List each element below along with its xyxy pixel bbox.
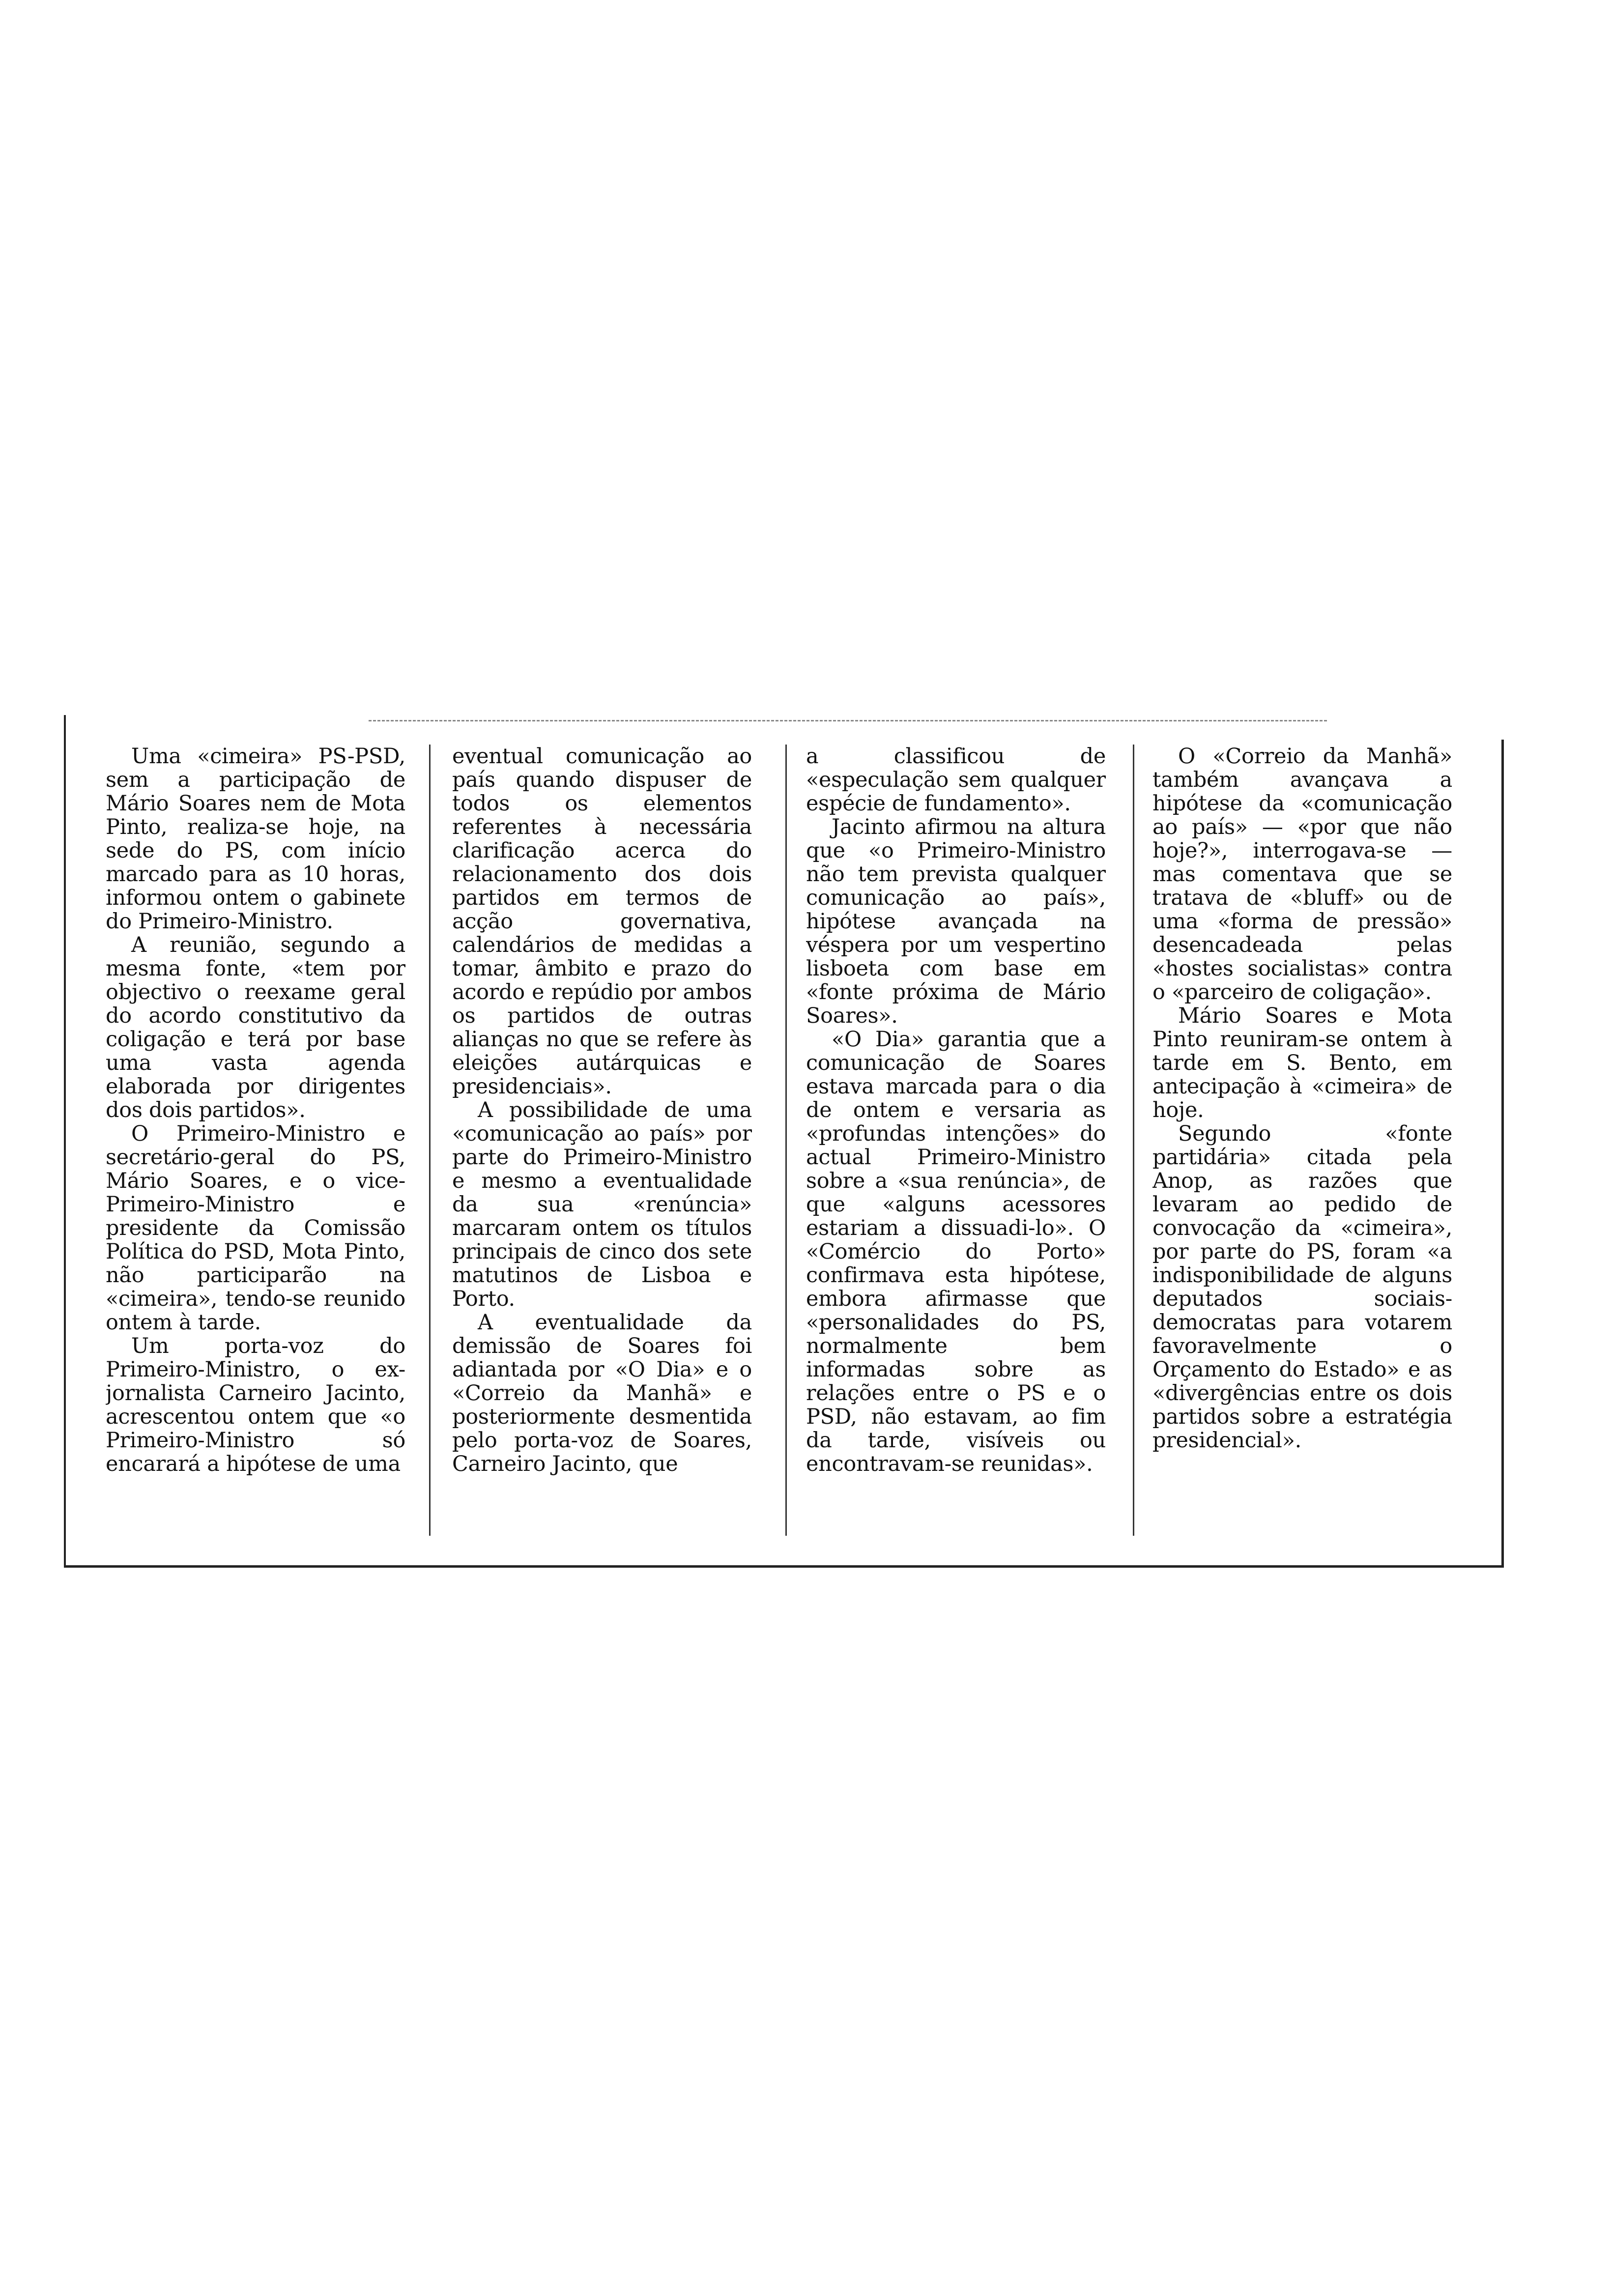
left-border-rule <box>64 715 66 1568</box>
article-paragraph-continued: eventual comunicação ao país quando dispuser de todos os elementos referentes à necessária clarificação acerca do relacionamento dos dois partidos em termos de acção governativa, calendários de medidas a tomar, âmbito e prazo do acordo e repúdio por ambos os partidos de outras alianças no que se refere às eleições autárquicas e presidenciais». <box>452 745 752 1099</box>
article-paragraph: A possibilidade de uma «comunicação ao país» por parte do Primeiro-Ministro e mesmo a eventualidade da sua «renúncia» marcaram ontem os títulos principais de cinco dos sete matutinos de Lisboa e Porto. <box>452 1098 752 1311</box>
right-border-rule <box>1501 740 1504 1568</box>
article-paragraph: «O Dia» garantia que a comunicação de Soares estava marcada para o dia de ontem e versaria as «profundas intenções» do actual Primeiro-Ministro sobre a «sua renúncia», de que «alguns acessores estariam a dissuadi-lo». O «Comércio do Porto» confirmava esta hipótese, embora afirmasse que «personalidades do PS, normalmente bem informadas sobre as relações entre o PS e o PSD, não estavam, ao fim da tarde, visíveis ou encontravam-se reunidas». <box>806 1027 1106 1476</box>
article-paragraph: Segundo «fonte partidária» citada pela Anop, as razões que levaram ao pedido de convocação da «cimeira», por parte do PS, foram «a indisponibilidade de alguns deputados sociais-democratas para votarem favoravelmente o Orçamento do Estado» e as «divergências entre os dois partidos sobre a estratégia presidencial». <box>1152 1121 1452 1453</box>
top-torn-edge <box>369 720 1327 723</box>
article-paragraph: Jacinto afirmou na altura que «o Primeiro-Ministro não tem prevista qualquer comunicação ao país», hipótese avançada na véspera por um vespertino lisboeta com base em «fonte próxima de Mário Soares». <box>806 815 1106 1028</box>
column-divider <box>429 745 431 1536</box>
article-paragraph: Um porta-voz do Primeiro-Ministro, o ex-jornalista Carneiro Jacinto, acrescentou ontem que «o Primeiro-Ministro só encarará a hipótese de uma <box>106 1334 405 1476</box>
article-paragraph: O Primeiro-Ministro e secretário-geral do PS, Mário Soares, e o vice-Primeiro-Ministro e presidente da Comissão Política do PSD, Mota Pinto, não participarão na «cimeira», tendo-se reunido ontem à tarde. <box>106 1121 405 1335</box>
column-divider <box>785 745 787 1536</box>
bottom-border-rule <box>64 1565 1504 1568</box>
article-column-1 <box>106 745 405 1533</box>
article-column-3 <box>806 745 1106 1533</box>
column-divider <box>1133 745 1134 1536</box>
article-paragraph-continued: a classificou de «especulação sem qualquer espécie de fundamento». <box>806 745 1106 816</box>
article-paragraph: A reunião, segundo a mesma fonte, «tem por objectivo o reexame geral do acordo constitutivo da coligação e terá por base uma vasta agenda elaborada por dirigentes dos dois partidos». <box>106 933 405 1122</box>
newspaper-clipping <box>64 715 1504 1568</box>
article-paragraph: O «Correio da Manhã» também avançava a hipótese da «comunicação ao país» — «por que não hoje?», interrogava-se — mas comentava que se tratava de «bluff» ou de uma «forma de pressão» desencadeada pelas «hostes socialistas» contra o «parceiro de coligação». <box>1152 745 1452 1004</box>
article-paragraph: A eventualidade da demissão de Soares foi adiantada por «O Dia» e o «Correio da Manhã» e posteriormente desmentida pelo porta-voz de Soares, Carneiro Jacinto, que <box>452 1310 752 1476</box>
article-column-4 <box>1152 745 1452 1533</box>
article-column-2 <box>452 745 752 1533</box>
article-paragraph: Uma «cimeira» PS-PSD, sem a participação de Mário Soares nem de Mota Pinto, realiza-se hoje, na sede do PS, com início marcado para as 10 horas, informou ontem o gabinete do Primeiro-Ministro. <box>106 745 405 934</box>
article-paragraph: Mário Soares e Mota Pinto reuniram-se ontem à tarde em S. Bento, em antecipação à «cimeira» de hoje. <box>1152 1004 1452 1122</box>
